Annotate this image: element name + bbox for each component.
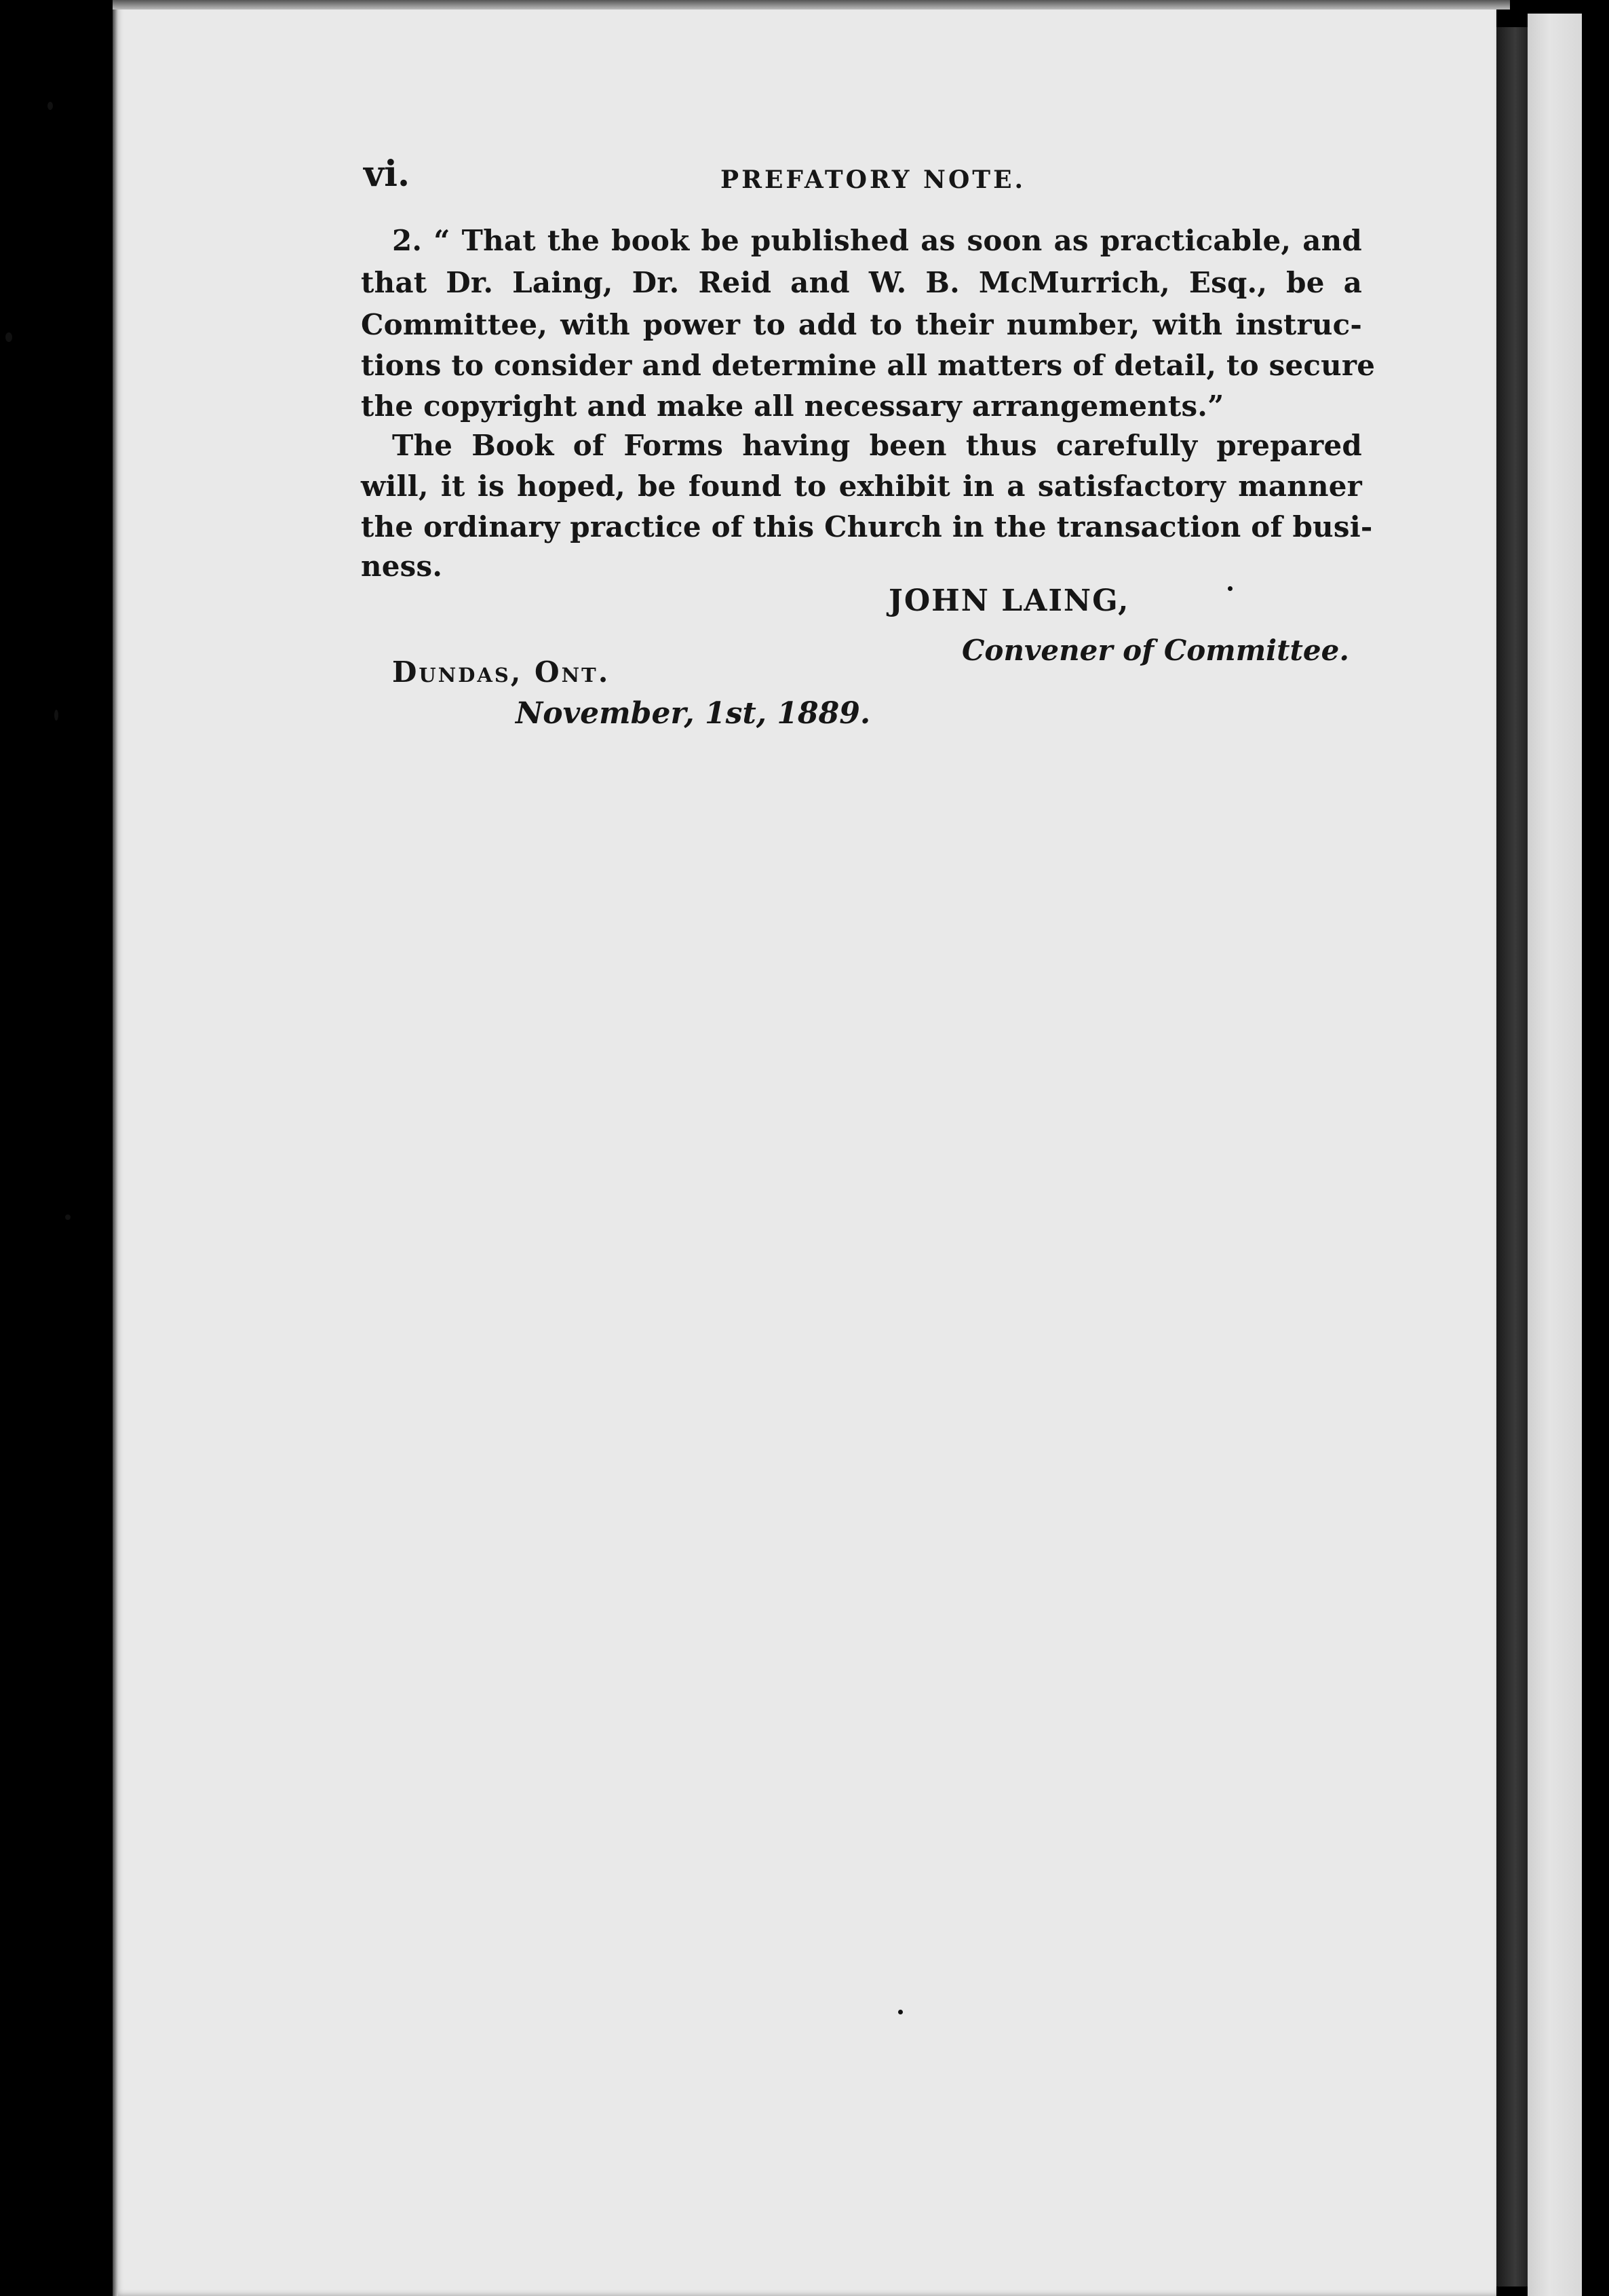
page-top-edge [113,0,1510,9]
resolution-line-text: 2. “ That the book be published as soon as practicable, and [392,224,1362,257]
paragraph-line-4 [361,550,442,583]
page-left-edge [113,0,118,2296]
signature-place: Dundas, Ont. [392,655,610,689]
running-head: PREFATORY NOTE. [720,166,1026,194]
scan-speck [65,1214,71,1220]
facing-page-edge [1528,14,1582,2296]
scan-speck [898,2010,903,2014]
resolution-line-3 [361,308,1362,341]
paragraph-line-3 [361,510,1373,543]
paragraph-line-text: The Book of Forms having been thus carefully prepared [392,429,1362,462]
scan-speck [5,332,12,342]
resolution-line-1 [392,224,1362,257]
scan-speck [54,710,58,721]
resolution-line-text: Committee, with power to add to their number, with instruc- [361,308,1362,341]
page-number: vi. [364,153,410,195]
signature-date: November, 1st, 1889. [516,696,871,731]
paragraph-line-2 [361,470,1362,503]
paragraph-line-text: will, it is hoped, be found to exhibit in a satisfactory manner [361,470,1362,503]
resolution-line-text: that Dr. Laing, Dr. Reid and W. B. McMurrich, Esq., be a [361,266,1362,299]
scan-speck [47,102,53,110]
resolution-line-4 [361,349,1376,382]
resolution-line-text: the copyright and make all necessary arrangements.” [361,389,1224,423]
signature-name: JOHN LAING, [889,583,1130,618]
paragraph-line-text: ness. [361,550,443,583]
paragraph-line-text: the ordinary practice of this Church in the transaction of busi- [361,510,1373,543]
scan-speck [1228,586,1233,591]
resolution-line-2 [361,266,1362,299]
book-spine-shadow [1496,27,1528,2287]
resolution-line-5 [361,389,1224,423]
signature-title: Convener of Committee. [962,634,1349,667]
resolution-line-text: tions to consider and determine all matters of detail, to secure [361,349,1376,382]
book-page [113,0,1496,2296]
paragraph-line-1 [392,429,1362,462]
